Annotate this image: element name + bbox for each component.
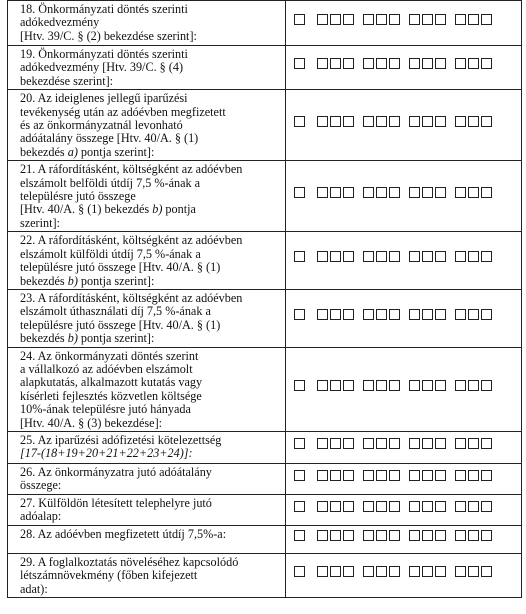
digit-box[interactable] [330, 187, 341, 198]
form-row [8, 463, 522, 494]
amount-input-boxes[interactable] [286, 232, 522, 290]
digit-box[interactable] [330, 251, 341, 262]
digit-box-group[interactable] [409, 58, 446, 76]
digit-box[interactable] [409, 251, 420, 262]
row-label-line: bekezdése szerint]: [20, 73, 114, 88]
digit-box[interactable] [435, 438, 446, 449]
form-row [8, 1, 522, 46]
digit-box-group[interactable] [409, 309, 446, 327]
digit-box[interactable] [481, 438, 492, 449]
digit-box-group[interactable] [294, 470, 305, 488]
form-row [8, 494, 522, 525]
digit-box[interactable] [330, 58, 341, 69]
digit-box[interactable] [294, 530, 305, 541]
digit-box[interactable] [422, 58, 433, 69]
digit-box[interactable] [376, 470, 387, 481]
digit-box-group[interactable] [363, 187, 400, 205]
digit-box[interactable] [422, 530, 433, 541]
amount-input-boxes[interactable] [286, 431, 522, 463]
digit-box[interactable] [294, 116, 305, 127]
row-label [8, 347, 286, 431]
row-label [8, 494, 286, 525]
digit-box-group[interactable] [317, 116, 354, 134]
digit-box-group[interactable] [455, 58, 492, 76]
digit-box[interactable] [435, 380, 446, 391]
digit-box-group[interactable] [317, 251, 354, 269]
row-label-line: kísérleti fejlesztés közvetlen költsége [20, 388, 202, 403]
digit-box[interactable] [422, 309, 433, 320]
digit-box-group[interactable] [455, 530, 492, 548]
digit-box[interactable] [317, 438, 328, 449]
digit-box-group[interactable] [317, 14, 354, 32]
digit-box[interactable] [409, 566, 420, 577]
row-label-line: adókedvezmény [20, 15, 100, 30]
row-label-line: 29. A foglalkoztatás növeléséhez kapcsolódó [20, 554, 239, 569]
digit-box[interactable] [409, 116, 420, 127]
digit-box[interactable] [455, 470, 466, 481]
digit-box[interactable] [294, 470, 305, 481]
row-label-line: bekezdés a) pontja szerint]: [20, 144, 155, 159]
digit-box-group[interactable] [409, 438, 446, 456]
digit-box-group[interactable] [363, 309, 400, 327]
digit-box-group[interactable] [363, 470, 400, 488]
row-label-line: szerint]: [20, 215, 60, 230]
digit-box[interactable] [435, 116, 446, 127]
digit-box-group[interactable] [363, 58, 400, 76]
digit-box[interactable] [481, 58, 492, 69]
digit-box[interactable] [409, 501, 420, 512]
digit-box[interactable] [468, 380, 479, 391]
amount-input-boxes[interactable] [286, 161, 522, 232]
digit-box-group[interactable] [294, 501, 305, 519]
digit-box[interactable] [435, 14, 446, 25]
digit-box[interactable] [435, 501, 446, 512]
digit-box[interactable] [389, 309, 400, 320]
digit-box-group[interactable] [455, 470, 492, 488]
digit-box[interactable] [481, 187, 492, 198]
form-row [8, 553, 522, 597]
form-row [8, 347, 522, 431]
digit-box[interactable] [294, 251, 305, 262]
row-label-line: tevékenység után az adóévben megfizetett [20, 104, 226, 119]
digit-box[interactable] [409, 309, 420, 320]
row-label-line: 24. Az önkormányzati döntés szerint [20, 348, 199, 363]
digit-box-group[interactable] [294, 530, 305, 548]
digit-box[interactable] [455, 309, 466, 320]
digit-box-group[interactable] [294, 309, 305, 327]
digit-box[interactable] [294, 501, 305, 512]
digit-box[interactable] [330, 116, 341, 127]
row-label [8, 431, 286, 463]
digit-box[interactable] [468, 187, 479, 198]
digit-box[interactable] [409, 187, 420, 198]
digit-box[interactable] [435, 470, 446, 481]
digit-box-group[interactable] [294, 438, 305, 456]
digit-box[interactable] [376, 501, 387, 512]
digit-box[interactable] [317, 251, 328, 262]
tax-form-table [7, 0, 522, 598]
digit-box[interactable] [343, 501, 354, 512]
digit-box[interactable] [389, 187, 400, 198]
digit-box[interactable] [294, 14, 305, 25]
digit-box-group[interactable] [317, 380, 354, 398]
digit-box[interactable] [389, 566, 400, 577]
digit-box-group[interactable] [363, 566, 400, 584]
digit-box[interactable] [376, 251, 387, 262]
digit-box[interactable] [435, 566, 446, 577]
digit-box-group[interactable] [317, 470, 354, 488]
row-label-line: elszámolt belföldi útdíj 7,5 %-ának a [20, 175, 201, 190]
digit-box[interactable] [468, 470, 479, 481]
digit-box[interactable] [330, 470, 341, 481]
digit-box-group[interactable] [317, 438, 354, 456]
digit-box[interactable] [455, 380, 466, 391]
form-row [8, 90, 522, 161]
digit-box[interactable] [468, 14, 479, 25]
digit-box[interactable] [468, 309, 479, 320]
digit-box[interactable] [435, 187, 446, 198]
digit-box-group[interactable] [409, 501, 446, 519]
form-row [8, 161, 522, 232]
digit-box[interactable] [481, 380, 492, 391]
digit-box-group[interactable] [317, 566, 354, 584]
digit-box[interactable] [363, 58, 374, 69]
digit-box-group[interactable] [363, 501, 400, 519]
row-label-line: 28. Az adóévben megfizetett útdíj 7,5%-a: [20, 526, 227, 541]
row-label-line: 21. A ráfordításként, költségként az adóévben [20, 162, 243, 177]
form-row [8, 232, 522, 290]
digit-box[interactable] [481, 566, 492, 577]
digit-box-group[interactable] [409, 187, 446, 205]
row-label [8, 525, 286, 553]
digit-box[interactable] [409, 380, 420, 391]
digit-box[interactable] [330, 566, 341, 577]
amount-input-boxes[interactable] [286, 347, 522, 431]
digit-box[interactable] [435, 58, 446, 69]
digit-box[interactable] [376, 116, 387, 127]
row-label [8, 1, 286, 46]
digit-box[interactable] [481, 251, 492, 262]
digit-box[interactable] [422, 14, 433, 25]
digit-box[interactable] [294, 58, 305, 69]
digit-box[interactable] [363, 187, 374, 198]
digit-box[interactable] [389, 501, 400, 512]
row-label [8, 46, 286, 90]
digit-box[interactable] [422, 251, 433, 262]
row-label-line: elszámolt külföldi útdíj 7,5 %-ának a [20, 246, 201, 261]
digit-box[interactable] [376, 14, 387, 25]
digit-box-group[interactable] [409, 380, 446, 398]
digit-box[interactable] [468, 58, 479, 69]
digit-box[interactable] [455, 566, 466, 577]
digit-box[interactable] [455, 438, 466, 449]
digit-box[interactable] [343, 251, 354, 262]
digit-box[interactable] [389, 14, 400, 25]
digit-box[interactable] [435, 251, 446, 262]
digit-box[interactable] [455, 58, 466, 69]
digit-box[interactable] [330, 530, 341, 541]
digit-box[interactable] [422, 566, 433, 577]
row-label-line: bekezdés b) pontja szerint]: [20, 331, 155, 346]
row-label-line: 26. Az önkormányzatra jutó adóátalány [20, 464, 212, 479]
digit-box[interactable] [422, 438, 433, 449]
digit-box[interactable] [455, 14, 466, 25]
digit-box[interactable] [343, 438, 354, 449]
row-label-line: településre jutó összege [Htv. 40/A. § (1) [20, 317, 221, 332]
row-label-line: összege: [20, 478, 62, 493]
row-label-line: elszámolt úthasználati díj 7,5 %-ának a [20, 304, 211, 319]
row-label-line: 18. Önkormányzati döntés szerinti [20, 2, 188, 16]
digit-box-group[interactable] [363, 380, 400, 398]
digit-box-group[interactable] [409, 251, 446, 269]
digit-box[interactable] [435, 309, 446, 320]
digit-box[interactable] [330, 380, 341, 391]
amount-input-boxes[interactable] [286, 525, 522, 553]
row-label-line: adóátalány összege [Htv. 40/A. § (1) [20, 131, 199, 146]
digit-box[interactable] [317, 187, 328, 198]
digit-box[interactable] [363, 470, 374, 481]
digit-box[interactable] [481, 530, 492, 541]
digit-box[interactable] [389, 438, 400, 449]
row-label-line: [Htv. 40/A. § (3) bekezdése]: [20, 415, 163, 430]
digit-box-group[interactable] [294, 251, 305, 269]
digit-box-group[interactable] [409, 14, 446, 32]
digit-box[interactable] [455, 530, 466, 541]
digit-box[interactable] [376, 566, 387, 577]
digit-box[interactable] [363, 566, 374, 577]
row-label-line: 22. A ráfordításként, költségként az adóévben [20, 233, 243, 248]
digit-box[interactable] [468, 438, 479, 449]
amount-input-boxes[interactable] [286, 289, 522, 347]
form-row [8, 431, 522, 463]
digit-box[interactable] [294, 309, 305, 320]
digit-box[interactable] [389, 470, 400, 481]
row-label-line: alapkutatás, alkalmazott kutatás vagy [20, 375, 203, 390]
digit-box-group[interactable] [317, 530, 354, 548]
amount-input-boxes[interactable] [286, 494, 522, 525]
digit-box[interactable] [317, 470, 328, 481]
digit-box-group[interactable] [317, 501, 354, 519]
form-row [8, 525, 522, 553]
digit-box[interactable] [294, 380, 305, 391]
digit-box[interactable] [294, 187, 305, 198]
row-label-line: 10%-ának településre jutó hányada [20, 402, 191, 417]
digit-box-group[interactable] [294, 116, 305, 134]
digit-box[interactable] [422, 187, 433, 198]
row-label-line: [17-(18+19+20+21+22+23+24)]: [20, 446, 193, 461]
digit-box[interactable] [389, 380, 400, 391]
digit-box[interactable] [422, 380, 433, 391]
digit-box-group[interactable] [455, 380, 492, 398]
digit-box-group[interactable] [409, 116, 446, 134]
digit-box[interactable] [422, 501, 433, 512]
digit-box[interactable] [481, 309, 492, 320]
row-label-line: a vállalkozó az adóévben elszámolt [20, 361, 193, 376]
row-label [8, 232, 286, 290]
digit-box[interactable] [343, 187, 354, 198]
digit-box-group[interactable] [294, 566, 305, 584]
digit-box-group[interactable] [455, 438, 492, 456]
digit-box[interactable] [455, 116, 466, 127]
digit-box[interactable] [468, 251, 479, 262]
digit-box-group[interactable] [317, 187, 354, 205]
row-label [8, 161, 286, 232]
digit-box-group[interactable] [455, 187, 492, 205]
digit-box-group[interactable] [363, 14, 400, 32]
amount-input-boxes[interactable] [286, 46, 522, 90]
digit-box[interactable] [389, 58, 400, 69]
row-label-line: 20. Az ideiglenes jellegű iparűzési [20, 91, 188, 106]
row-label [8, 90, 286, 161]
digit-box-group[interactable] [455, 14, 492, 32]
form-row [8, 46, 522, 90]
digit-box-group[interactable] [363, 530, 400, 548]
digit-box[interactable] [409, 438, 420, 449]
digit-box[interactable] [422, 116, 433, 127]
digit-box[interactable] [468, 566, 479, 577]
digit-box[interactable] [330, 438, 341, 449]
digit-box[interactable] [376, 187, 387, 198]
digit-box[interactable] [376, 530, 387, 541]
digit-box-group[interactable] [363, 438, 400, 456]
row-label-line: létszámnövekmény (főben kifejezett [20, 568, 198, 583]
amount-input-boxes[interactable] [286, 90, 522, 161]
digit-box[interactable] [409, 58, 420, 69]
row-label-line: adat): [20, 581, 48, 596]
digit-box[interactable] [317, 116, 328, 127]
digit-box-group[interactable] [409, 566, 446, 584]
digit-box-group[interactable] [409, 470, 446, 488]
digit-box-group[interactable] [294, 380, 305, 398]
row-label-line: [Htv. 40/A. § (1) bekezdés b) pontja [20, 202, 196, 217]
digit-box[interactable] [376, 58, 387, 69]
digit-box-group[interactable] [409, 530, 446, 548]
digit-box-group[interactable] [455, 501, 492, 519]
digit-box-group[interactable] [363, 116, 400, 134]
digit-box[interactable] [294, 566, 305, 577]
digit-box[interactable] [481, 116, 492, 127]
digit-box[interactable] [455, 187, 466, 198]
digit-box[interactable] [317, 309, 328, 320]
digit-box-group[interactable] [317, 58, 354, 76]
digit-box[interactable] [376, 309, 387, 320]
digit-box-group[interactable] [455, 251, 492, 269]
digit-box-group[interactable] [363, 251, 400, 269]
digit-box[interactable] [317, 380, 328, 391]
digit-box[interactable] [455, 251, 466, 262]
digit-box[interactable] [409, 470, 420, 481]
row-label [8, 553, 286, 597]
digit-box[interactable] [481, 470, 492, 481]
digit-box-group[interactable] [317, 309, 354, 327]
digit-box-group[interactable] [455, 309, 492, 327]
row-label-line: településre jutó összege [Htv. 40/A. § (1) [20, 260, 221, 275]
digit-box-group[interactable] [455, 116, 492, 134]
digit-box[interactable] [343, 380, 354, 391]
row-label-line: bekezdés b) pontja szerint]: [20, 273, 155, 288]
digit-box[interactable] [435, 530, 446, 541]
digit-box[interactable] [317, 530, 328, 541]
amount-input-boxes[interactable] [286, 1, 522, 46]
row-label-line: 25. Az iparűzési adófizetési kötelezettség [20, 432, 222, 447]
digit-box[interactable] [376, 438, 387, 449]
digit-box[interactable] [343, 116, 354, 127]
digit-box-group[interactable] [294, 14, 305, 32]
form-row [8, 289, 522, 347]
amount-input-boxes[interactable] [286, 463, 522, 494]
digit-box[interactable] [317, 566, 328, 577]
digit-box[interactable] [330, 14, 341, 25]
digit-box-group[interactable] [455, 566, 492, 584]
digit-box[interactable] [481, 501, 492, 512]
row-label [8, 463, 286, 494]
digit-box[interactable] [389, 530, 400, 541]
digit-box[interactable] [363, 116, 374, 127]
row-label-line: 27. Külföldön létesített telephelyre jutó [20, 495, 212, 510]
digit-box[interactable] [294, 438, 305, 449]
row-label-line: 23. A ráfordításként, költségként az adóévben [20, 290, 243, 305]
digit-box[interactable] [363, 438, 374, 449]
digit-box[interactable] [343, 14, 354, 25]
digit-box[interactable] [468, 530, 479, 541]
digit-box[interactable] [389, 116, 400, 127]
digit-box[interactable] [343, 309, 354, 320]
digit-box[interactable] [330, 501, 341, 512]
digit-box[interactable] [363, 251, 374, 262]
digit-box[interactable] [317, 501, 328, 512]
row-label-line: adókedvezmény [Htv. 39/C. § (4) [20, 60, 184, 75]
amount-input-boxes[interactable] [286, 553, 522, 597]
digit-box[interactable] [363, 309, 374, 320]
digit-box[interactable] [363, 501, 374, 512]
row-label-line: 19. Önkormányzati döntés szerinti [20, 47, 188, 61]
digit-box[interactable] [389, 251, 400, 262]
digit-box[interactable] [317, 58, 328, 69]
row-label-line: és az önkormányzatnál levonható [20, 118, 183, 133]
digit-box[interactable] [376, 380, 387, 391]
digit-box[interactable] [363, 530, 374, 541]
digit-box-group[interactable] [294, 58, 305, 76]
digit-box[interactable] [468, 501, 479, 512]
row-label-line: adóalap: [20, 509, 62, 524]
digit-box[interactable] [343, 470, 354, 481]
digit-box[interactable] [363, 14, 374, 25]
row-label [8, 289, 286, 347]
digit-box[interactable] [343, 566, 354, 577]
digit-box[interactable] [330, 309, 341, 320]
digit-box[interactable] [468, 116, 479, 127]
digit-box[interactable] [455, 501, 466, 512]
digit-box[interactable] [343, 530, 354, 541]
digit-box[interactable] [409, 14, 420, 25]
digit-box[interactable] [409, 530, 420, 541]
digit-box[interactable] [422, 470, 433, 481]
digit-box[interactable] [317, 14, 328, 25]
digit-box[interactable] [363, 380, 374, 391]
row-label-line: településre jutó összege [20, 189, 136, 204]
digit-box[interactable] [481, 14, 492, 25]
digit-box[interactable] [343, 58, 354, 69]
digit-box-group[interactable] [294, 187, 305, 205]
row-label-line: [Htv. 39/C. § (2) bekezdése szerint]: [20, 28, 197, 43]
